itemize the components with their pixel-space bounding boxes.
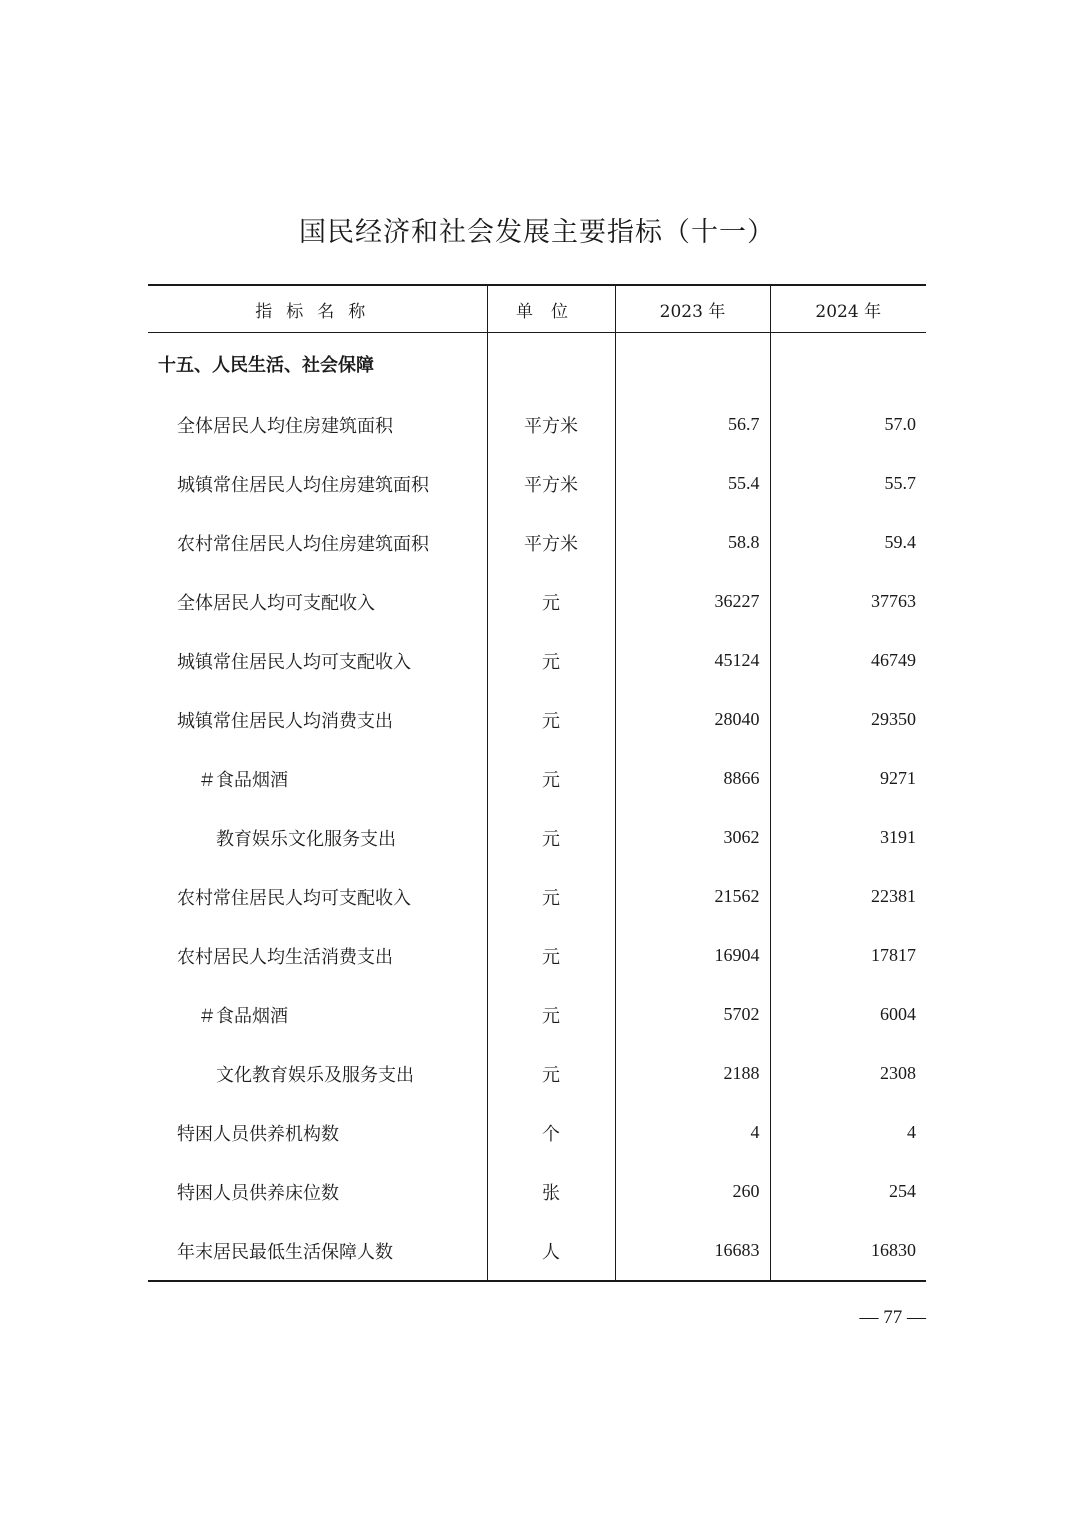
value-2023: 55.4 (615, 454, 770, 513)
table-row (148, 395, 926, 454)
indicator-name: 特困人员供养床位数 (177, 1182, 339, 1204)
table-row (148, 1044, 926, 1103)
indicator-unit: 平方米 (487, 454, 615, 513)
table-row (148, 985, 926, 1044)
table-row (148, 513, 926, 572)
indicator-unit: 元 (487, 985, 615, 1044)
value-2024: 59.4 (770, 513, 926, 572)
indicator-name: 特困人员供养机构数 (177, 1123, 339, 1145)
value-2024: 16830 (770, 1221, 926, 1281)
value-2024: 29350 (770, 690, 926, 749)
table-row (148, 631, 926, 690)
value-2024: 55.7 (770, 454, 926, 513)
value-2023: 5702 (615, 985, 770, 1044)
table-row (148, 808, 926, 867)
table-header-row (148, 285, 926, 333)
indicator-unit: 元 (487, 808, 615, 867)
value-2023: 260 (615, 1162, 770, 1221)
value-2023: 21562 (615, 867, 770, 926)
table-row (148, 690, 926, 749)
indicator-name: ＃食品烟酒 (198, 1005, 288, 1027)
value-2024: 6004 (770, 985, 926, 1044)
indicator-name: 全体居民人均住房建筑面积 (177, 415, 393, 437)
indicator-unit: 元 (487, 690, 615, 749)
table-cell (615, 333, 770, 396)
value-2024: 37763 (770, 572, 926, 631)
header-year-2023: 2023 年 (615, 285, 770, 333)
value-2024: 17817 (770, 926, 926, 985)
value-2023: 4 (615, 1103, 770, 1162)
table-row (148, 1162, 926, 1221)
indicator-unit: 平方米 (487, 513, 615, 572)
table-cell (770, 333, 926, 396)
value-2024: 4 (770, 1103, 926, 1162)
indicator-name: 城镇常住居民人均可支配收入 (177, 651, 411, 673)
indicator-name: 城镇常住居民人均消费支出 (177, 710, 393, 732)
indicator-unit: 人 (487, 1221, 615, 1281)
value-2024: 3191 (770, 808, 926, 867)
header-indicator-name: 指标名称 (148, 285, 487, 333)
table-row (148, 1103, 926, 1162)
indicator-name: 年末居民最低生活保障人数 (177, 1241, 393, 1263)
value-2024: 57.0 (770, 395, 926, 454)
indicator-unit: 元 (487, 1044, 615, 1103)
value-2023: 2188 (615, 1044, 770, 1103)
value-2024: 9271 (770, 749, 926, 808)
value-2023: 36227 (615, 572, 770, 631)
value-2023: 3062 (615, 808, 770, 867)
value-2024: 22381 (770, 867, 926, 926)
table-cell (487, 333, 615, 396)
indicator-name: 全体居民人均可支配收入 (177, 592, 375, 614)
indicator-name: 农村常住居民人均可支配收入 (177, 887, 411, 909)
indicator-unit: 个 (487, 1103, 615, 1162)
indicator-unit: 元 (487, 572, 615, 631)
indicator-name: 农村常住居民人均住房建筑面积 (177, 533, 429, 555)
indicator-unit: 张 (487, 1162, 615, 1221)
table-row (148, 1221, 926, 1281)
table-row (148, 572, 926, 631)
indicator-name: ＃食品烟酒 (198, 769, 288, 791)
indicator-name: 文化教育娱乐及服务支出 (216, 1064, 414, 1086)
table-row (148, 749, 926, 808)
value-2023: 58.8 (615, 513, 770, 572)
indicator-unit: 元 (487, 631, 615, 690)
value-2023: 8866 (615, 749, 770, 808)
table-row (148, 867, 926, 926)
section-title: 十五、人民生活、社会保障 (158, 355, 374, 376)
header-unit: 单位 (487, 285, 615, 333)
value-2023: 56.7 (615, 395, 770, 454)
indicator-name: 城镇常住居民人均住房建筑面积 (177, 474, 429, 496)
header-year-2024: 2024 年 (770, 285, 926, 333)
indicator-unit: 元 (487, 749, 615, 808)
indicator-unit: 元 (487, 867, 615, 926)
page-number: — 77 — (859, 1307, 926, 1328)
value-2024: 46749 (770, 631, 926, 690)
value-2023: 16683 (615, 1221, 770, 1281)
indicator-unit: 平方米 (487, 395, 615, 454)
value-2023: 28040 (615, 690, 770, 749)
section-row (148, 333, 926, 396)
value-2023: 45124 (615, 631, 770, 690)
table-row (148, 926, 926, 985)
indicator-name: 农村居民人均生活消费支出 (177, 946, 393, 968)
indicator-unit: 元 (487, 926, 615, 985)
value-2023: 16904 (615, 926, 770, 985)
page-title: 国民经济和社会发展主要指标（十一） (299, 217, 775, 248)
value-2024: 254 (770, 1162, 926, 1221)
indicator-table (148, 284, 926, 1282)
indicator-name: 教育娱乐文化服务支出 (216, 828, 396, 850)
value-2024: 2308 (770, 1044, 926, 1103)
table-row (148, 454, 926, 513)
